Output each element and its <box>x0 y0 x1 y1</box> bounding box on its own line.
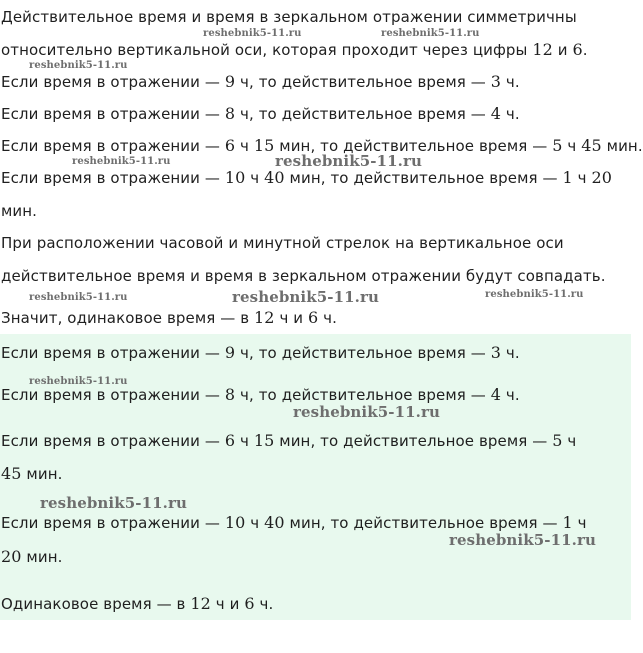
watermark: reshebnik5-11.ru <box>485 289 584 300</box>
watermark: reshebnik5-11.ru <box>29 292 128 303</box>
answer-line: Если время в отражении — 10 ч 40 мин, то действительное время — 1 ч <box>1 513 587 532</box>
solution-line: Значит, одинаковое время — в 12 ч и 6 ч. <box>1 308 337 327</box>
solution-line: мин. <box>1 202 38 220</box>
answer-line: 45 мин. <box>1 464 63 483</box>
answer-line: Одинаковое время — в 12 ч и 6 ч. <box>1 594 274 613</box>
solution-line: Если время в отражении — 8 ч, то действительное время — 4 ч. <box>1 104 520 123</box>
watermark: reshebnik5-11.ru <box>293 403 440 421</box>
watermark: reshebnik5-11.ru <box>29 60 128 71</box>
watermark: reshebnik5-11.ru <box>203 28 302 39</box>
solution-line: Если время в отражении — 9 ч, то действительное время — 3 ч. <box>1 72 520 91</box>
answer-line: Если время в отражении — 8 ч, то действительное время — 4 ч. <box>1 385 520 404</box>
solution-line: Действительное время и время в зеркальном отражении симметричны <box>1 8 577 26</box>
answer-line: Если время в отражении — 9 ч, то действительное время — 3 ч. <box>1 343 520 362</box>
solution-line: При расположении часовой и минутной стрелок на вертикальное оси <box>1 234 564 252</box>
answer-line: 20 мин. <box>1 547 63 566</box>
watermark: reshebnik5-11.ru <box>449 531 596 549</box>
watermark: reshebnik5-11.ru <box>72 156 171 167</box>
watermark: reshebnik5-11.ru <box>232 288 379 306</box>
watermark: reshebnik5-11.ru <box>29 376 128 387</box>
solution-line: Если время в отражении — 6 ч 15 мин, то действительное время — 5 ч 45 мин. <box>1 136 643 155</box>
watermark: reshebnik5-11.ru <box>40 494 187 512</box>
solution-line: действительное время и время в зеркальном отражении будут совпадать. <box>1 267 606 285</box>
solution-line: относительно вертикальной оси, которая проходит через цифры 12 и 6. <box>1 40 588 59</box>
watermark: reshebnik5-11.ru <box>381 28 480 39</box>
answer-line: Если время в отражении — 6 ч 15 мин, то действительное время — 5 ч <box>1 431 577 450</box>
watermark: reshebnik5-11.ru <box>275 152 422 170</box>
solution-line: Если время в отражении — 10 ч 40 мин, то действительное время — 1 ч 20 <box>1 168 613 187</box>
